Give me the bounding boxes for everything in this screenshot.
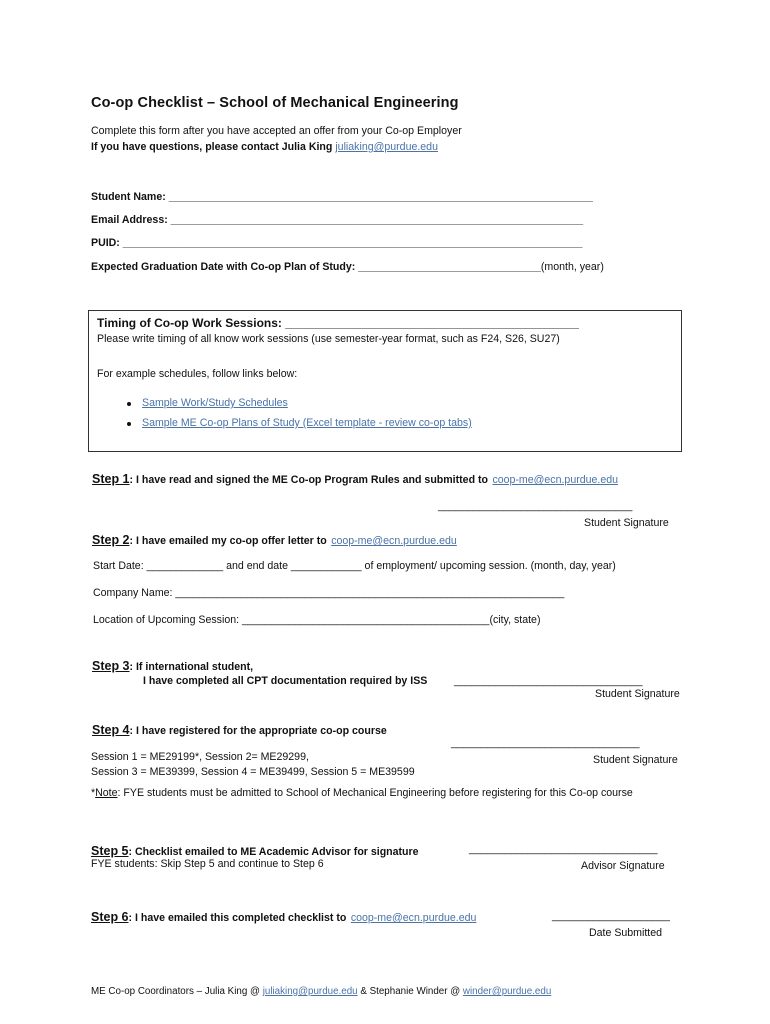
step-5-signature-label: Advisor Signature: [581, 860, 665, 872]
fye-note: [91, 787, 633, 799]
bullet-icon: [127, 422, 131, 426]
step-1-number: Step 1: [92, 472, 130, 486]
email-address-field[interactable]: Email Address: ______________________________________________________________________: [91, 214, 584, 226]
location-suffix: (city, state): [489, 614, 541, 626]
step-6-text: : I have emailed this completed checklist to: [128, 912, 347, 924]
step-3-signature-label: Student Signature: [595, 688, 680, 700]
date-submitted-label: Date Submitted: [589, 927, 663, 939]
graduation-date-label: Expected Graduation Date with Co-op Plan of Study: _______________________________: [91, 261, 541, 273]
timing-instruction: Please write timing of all know work sessions (use semester-year format, such as F24, S26, SU27): [97, 333, 560, 345]
step-3-text-2: I have completed all CPT documentation required by ISS: [143, 675, 428, 687]
step-1-email-link[interactable]: coop-me@ecn.purdue.edu: [492, 474, 619, 486]
step-1: [92, 470, 618, 488]
note-label: Note: [95, 787, 118, 799]
step-4-text: : I have registered for the appropriate co-op course: [129, 725, 387, 737]
step-1-text: : I have read and signed the ME Co-op Program Rules and submitted to: [129, 474, 488, 486]
puid-field[interactable]: PUID: ______________________________________________________________________________: [91, 237, 583, 249]
contact-email-link[interactable]: juliaking@purdue.edu: [335, 141, 438, 153]
timing-box: [88, 310, 682, 452]
footer-text-1: ME Co-op Coordinators – Julia King @: [91, 986, 260, 997]
step-4-number: Step 4: [92, 723, 130, 737]
note-text: : FYE students must be admitted to School of Mechanical Engineering before registering for this Co-op course: [117, 787, 633, 799]
step-6-email-link[interactable]: coop-me@ecn.purdue.edu: [350, 912, 477, 924]
graduation-date-suffix: (month, year): [540, 261, 604, 273]
contact-line: [91, 141, 438, 153]
footer-text-2: & Stephanie Winder @: [360, 986, 461, 997]
step-5-text: : Checklist emailed to ME Academic Advisor for signature: [128, 846, 419, 858]
company-name-field[interactable]: Company Name: __________________________________________________________________: [93, 587, 565, 599]
graduation-date-field[interactable]: [91, 261, 604, 273]
student-name-field[interactable]: Student Name: ________________________________________________________________________: [91, 191, 593, 203]
step-5-signature-line[interactable]: ________________________________: [469, 843, 658, 855]
timing-heading[interactable]: Timing of Co-op Work Sessions: ____________________________________________: [97, 316, 579, 330]
footer: [91, 986, 551, 997]
intro-text: Complete this form after you have accepted an offer from your Co-op Employer: [91, 125, 462, 137]
step-1-signature-line[interactable]: _________________________________: [438, 500, 633, 512]
step-2: [92, 531, 457, 549]
footer-email-1-link[interactable]: juliaking@purdue.edu: [262, 986, 358, 997]
step-2-text: : I have emailed my co-op offer letter to: [129, 535, 327, 547]
start-end-date-field[interactable]: Start Date: _____________ and end date ____________ of employment/ upcoming session. (month, day, year): [93, 560, 616, 572]
step-3-signature-line[interactable]: ________________________________: [454, 675, 643, 687]
session-line-2: Session 3 = ME39399, Session 4 = ME39499, Session 5 = ME39599: [91, 766, 415, 778]
bullet-icon: [127, 402, 131, 406]
page-title: Co-op Checklist – School of Mechanical Engineering: [91, 95, 459, 111]
step-4-signature-label: Student Signature: [593, 754, 678, 766]
footer-email-2-link[interactable]: winder@purdue.edu: [462, 986, 552, 997]
session-line-1: Session 1 = ME29199*, Session 2= ME29299,: [91, 751, 309, 763]
step-6-number: Step 6: [91, 910, 129, 924]
step-4-signature-line[interactable]: ________________________________: [451, 737, 640, 749]
step-5-number: Step 5: [91, 844, 129, 858]
contact-text: If you have questions, please contact Julia King: [91, 141, 333, 153]
step-2-number: Step 2: [92, 533, 130, 547]
date-submitted-line[interactable]: ____________________: [552, 910, 670, 922]
step-4: [92, 721, 387, 739]
sample-plans-link[interactable]: Sample ME Co-op Plans of Study (Excel template - review co-op tabs): [142, 417, 472, 429]
examples-label: For example schedules, follow links below:: [97, 368, 298, 380]
location-field[interactable]: [93, 614, 540, 626]
note-prefix: *: [91, 787, 96, 799]
step-1-signature-label: Student Signature: [584, 517, 669, 529]
step-3-text: : If international student,: [129, 661, 254, 673]
step-3-number: Step 3: [92, 659, 130, 673]
step-5-sub: FYE students: Skip Step 5 and continue to Step 6: [91, 858, 324, 870]
location-label: Location of Upcoming Session: __________________________________________: [93, 614, 490, 626]
step-6: [91, 908, 476, 926]
sample-schedules-link[interactable]: Sample Work/Study Schedules: [142, 397, 288, 409]
step-2-email-link[interactable]: coop-me@ecn.purdue.edu: [331, 535, 457, 547]
step-3: [92, 657, 253, 675]
